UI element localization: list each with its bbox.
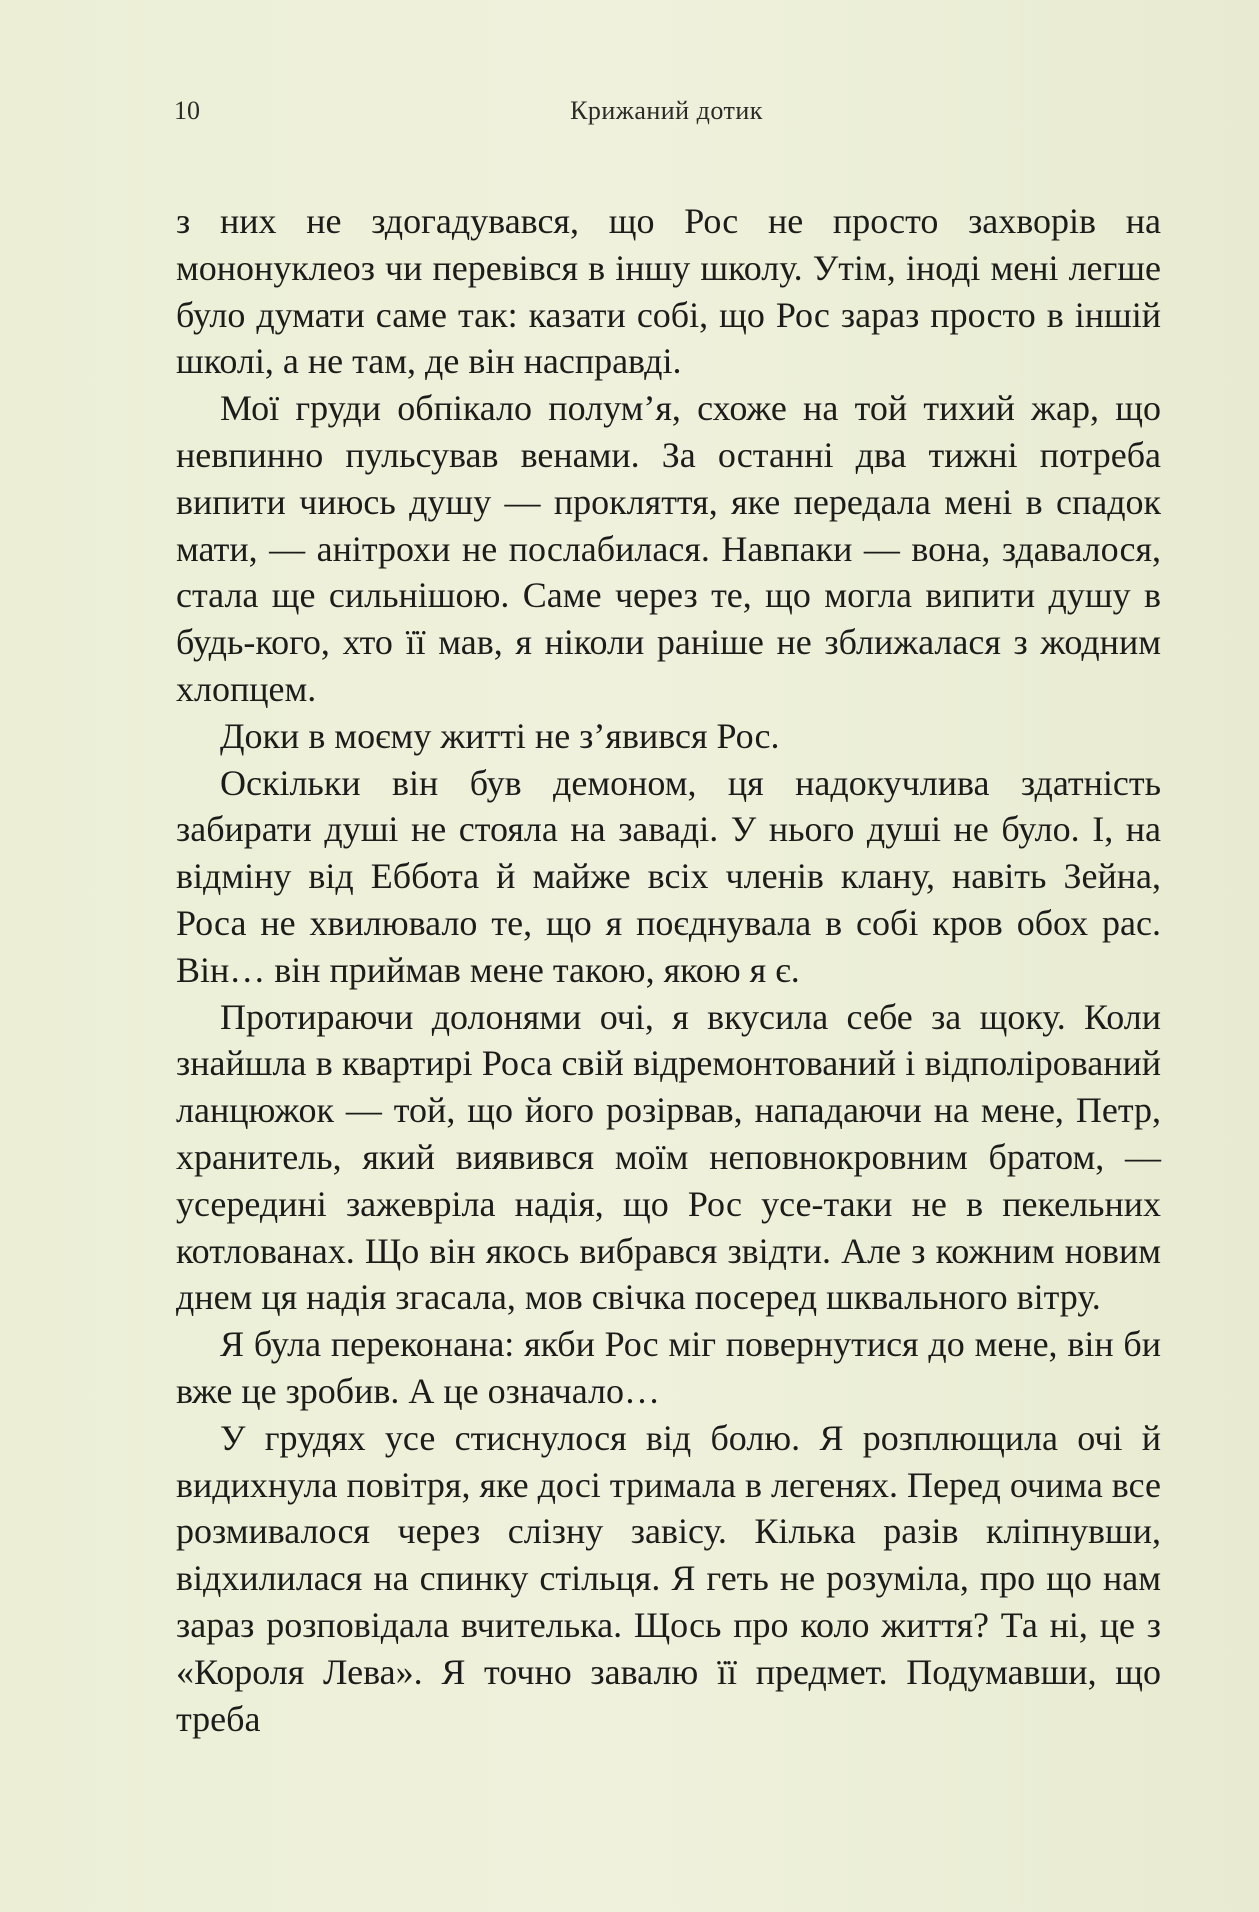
paragraph: Доки в моєму житті не з’явився Рос. <box>220 715 780 756</box>
body-text <box>176 198 1161 1742</box>
paragraph: У грудях усе стиснулося від болю. Я розплющила очі й видихнула повітря, яке досі тримала в легенях. Перед очима все розмивалося через слізну завісу. Кілька разів кліпнувши, відхилилася на спинку стільця. Я геть не розуміла, про що нам зараз розповідала вчителька. Щось про коло життя? Та ні, це з «Короля Лева». Я точно завалю її предмет. Подумавши, що треба <box>176 1417 1161 1739</box>
paragraph: Оскільки він був демоном, ця надокучлива здатність забирати душі не стояла на заваді. У нього душі не було. І, на відміну від Еббота й майже всіх членів клану, навіть Зейна, Роса не хвилювало те, що я поєднувала в собі кров обох рас. Він… він приймав мене такою, якою я є. <box>176 762 1161 990</box>
running-header <box>174 96 1159 136</box>
running-title: Крижаний дотик <box>570 96 763 125</box>
paragraph: Мої груди обпікало полум’я, схоже на той тихий жар, що невпинно пульсував венами. За останні два тижні потреба випити чиюсь душу — прокляття, яке передала мені в спадок мати, — анітрохи не послабилася. Навпаки — вона, здавалося, стала ще сильнішою. Саме через те, що могла випити душу в будь-кого, хто її мав, я ніколи раніше не зближалася з жодним хлопцем. <box>176 388 1161 709</box>
paragraph: Протираючи долонями очі, я вкусила себе за щоку. Коли знайшла в квартирі Роса свій відремонтований і відполірований ланцюжок — той, що його розірвав, нападаючи на мене, Петр, хранитель, який виявився моїм неповнокровним братом, — усередині зажевріла надія, що Рос усе-таки не в пекельних котлованах. Що він якось вибрався звідти. Але з кожним новим днем ця надія згасала, мов свічка посеред шквального вітру. <box>176 996 1161 1318</box>
paragraph: з них не здогадувався, що Рос не просто захворів на мононуклеоз чи перевівся в іншу школу. Утім, іноді мені легше було думати саме так: казати собі, що Рос зараз просто в іншій школі, а не там, де він насправді. <box>176 201 1161 382</box>
page-number: 10 <box>174 96 200 125</box>
paragraph: Я була переконана: якби Рос міг повернутися до мене, він би вже це зробив. А це означало… <box>176 1324 1161 1411</box>
